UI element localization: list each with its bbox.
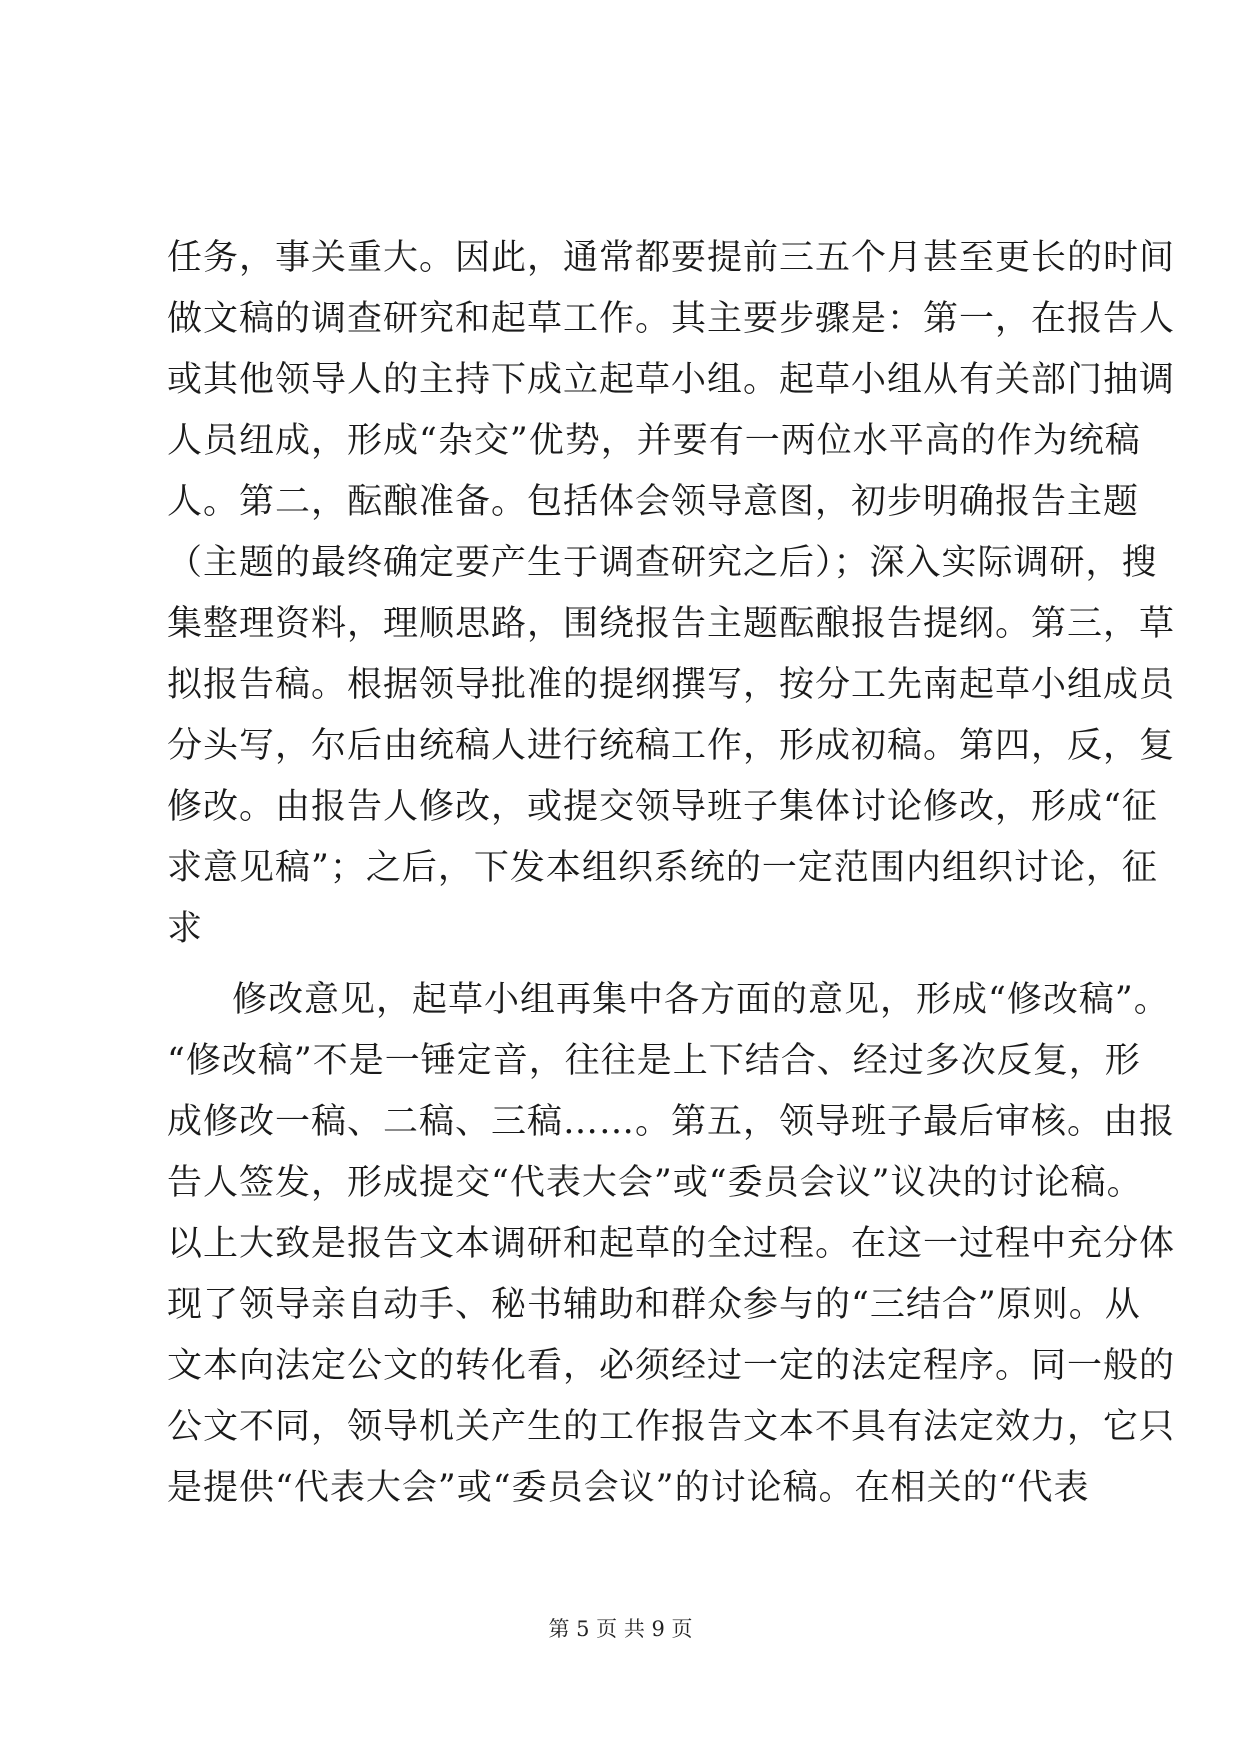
body-text-line: 以上大致是报告文本调研和起草的全过程。在这一过程中充分体	[167, 1224, 1176, 1264]
paragraph-first-line: 修改意见，起草小组再集中各方面的意见，形成“修改稿”。	[232, 980, 1170, 1020]
body-text-line: 任务，事关重大。因此，通常都要提前三五个月甚至更长的时间	[167, 238, 1176, 278]
body-text-line: 拟报告稿。根据领导批准的提纲撰写，按分工先南起草小组成员	[167, 665, 1176, 705]
body-text-line: 求意见稿”；之后，下发本组织系统的一定范围内组织讨论，征	[167, 848, 1158, 888]
body-text-line: 告人签发，形成提交“代表大会”或“委员会议”议决的讨论稿。	[167, 1163, 1143, 1203]
body-text-line: 人员纽成，形成“杂交”优势，并要有一两位水平高的作为统稿	[167, 421, 1141, 461]
body-text-line: 或其他领导人的主持下成立起草小组。起草小组从有关部门抽调	[167, 360, 1176, 400]
body-text-line: 成修改一稿、二稿、三稿……。第五，领导班子最后审核。由报	[167, 1102, 1176, 1142]
body-text-line: 集整理资料，理顺思路，围绕报告主题酝酿报告提纲。第三，草	[167, 604, 1176, 644]
page-number-footer: 第 5 页 共 9 页	[548, 1617, 693, 1641]
body-text-line: 做文稿的调查研究和起草工作。其主要步骤是：第一，在报告人	[167, 299, 1176, 339]
body-text-line: 是提供“代表大会”或“委员会议”的讨论稿。在相关的“代表	[167, 1468, 1090, 1508]
body-text-line: 修改。由报告人修改，或提交领导班子集体讨论修改，形成“征	[167, 787, 1158, 827]
body-text-line: 现了领导亲自动手、秘书辅助和群众参与的“三结合”原则。从	[167, 1285, 1141, 1325]
body-text-line: 人。第二，酝酿准备。包括体会领导意图，初步明确报告主题	[167, 482, 1140, 522]
body-text-line: “修改稿”不是一锤定音，往往是上下结合、经过多次反复，形	[167, 1041, 1141, 1081]
body-text-line: 求	[167, 909, 204, 949]
body-text-line: 公文不同，领导机关产生的工作报告文本不具有法定效力，它只	[167, 1407, 1176, 1447]
body-text-line: 文本向法定公文的转化看，必须经过一定的法定程序。同一般的	[167, 1346, 1176, 1386]
body-text-line: 分头写，尔后由统稿人进行统稿工作，形成初稿。第四，反，复	[167, 726, 1176, 766]
body-text-line: （主题的最终确定要产生于调查研究之后）；深入实际调研，搜	[167, 543, 1158, 583]
